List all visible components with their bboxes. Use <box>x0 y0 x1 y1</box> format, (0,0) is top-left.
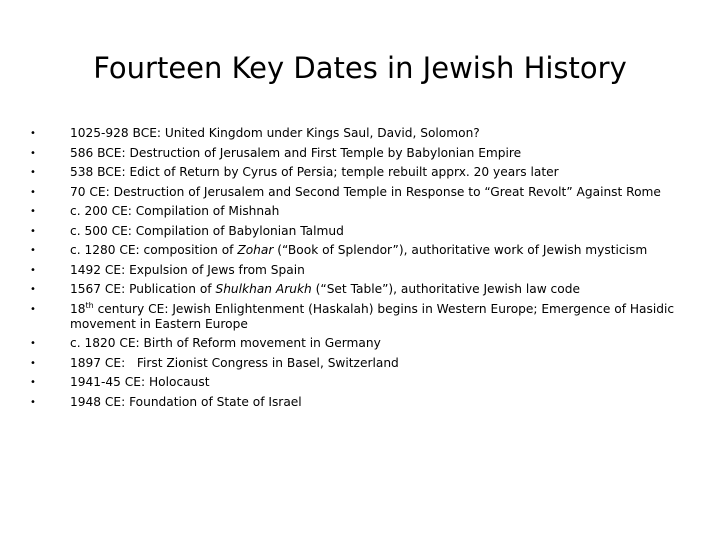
list-item <box>30 356 710 371</box>
item-text-part: century CE: Jewish Enlightenment (Haskalah) begins in Western Europe; Emergence of Hasidic movement in Eastern Europe <box>70 301 675 331</box>
bullet-icon: • <box>30 303 36 315</box>
bullet-icon: • <box>30 128 36 139</box>
item-text: 586 BCE: Destruction of Jerusalem and First Temple by Babylonian Empire <box>70 145 522 160</box>
slide-title: Fourteen Key Dates in Jewish History <box>93 51 627 85</box>
list-item <box>30 224 710 239</box>
ordinal-suffix: th <box>85 300 94 310</box>
bullet-icon: • <box>30 206 36 217</box>
item-text: c. 200 CE: Compilation of Mishnah <box>70 204 280 218</box>
item-text-part: 18 <box>70 301 86 316</box>
item-text-part: (“Set Table”), authoritative Jewish law code <box>311 282 580 296</box>
list-item <box>30 243 710 258</box>
item-text: 1492 CE: Expulsion of Jews from Spain <box>70 262 305 277</box>
bullet-icon: • <box>30 147 36 159</box>
list-item <box>30 302 710 333</box>
item-text <box>70 243 647 257</box>
list-item <box>30 263 710 278</box>
bullet-icon: • <box>30 284 36 295</box>
list-item <box>30 282 710 297</box>
item-text: 1025-928 BCE: United Kingdom under Kings Saul, David, Solomon? <box>70 126 480 140</box>
item-text-part: 1567 CE: Publication of <box>70 282 216 296</box>
bullet-icon: • <box>30 338 36 350</box>
list-item <box>30 165 710 180</box>
list-item <box>30 336 710 351</box>
item-text <box>70 282 580 296</box>
list-item <box>30 126 710 141</box>
list-item <box>30 375 710 390</box>
bullet-icon: • <box>30 167 36 178</box>
work-title: Shulkhan Arukh <box>215 282 312 296</box>
item-text: 70 CE: Destruction of Jerusalem and Second Temple in Response to “Great Revolt” Against Rome <box>70 184 661 199</box>
item-text: 1948 CE: Foundation of State of Israel <box>70 394 302 409</box>
bullet-icon: • <box>30 225 36 237</box>
list-item <box>30 204 710 219</box>
list-item <box>30 146 710 161</box>
item-text: c. 500 CE: Compilation of Babylonian Talmud <box>70 223 344 238</box>
bullet-icon: • <box>30 357 36 369</box>
work-title: Zohar <box>237 243 274 257</box>
list-item <box>30 395 710 410</box>
item-text: 1897 CE: First Zionist Congress in Basel, Switzerland <box>70 355 399 370</box>
bullet-icon: • <box>30 186 36 198</box>
bullet-icon: • <box>30 396 36 408</box>
bullet-icon: • <box>30 264 36 276</box>
item-text: 538 BCE: Edict of Return by Cyrus of Persia; temple rebuilt apprx. 20 years later <box>70 165 559 179</box>
list-item <box>30 185 710 200</box>
item-text-part: c. 1280 CE: composition of <box>70 243 238 257</box>
bullet-icon: • <box>30 245 36 256</box>
item-text: c. 1820 CE: Birth of Reform movement in Germany <box>70 336 381 351</box>
item-text: 1941-45 CE: Holocaust <box>70 375 210 390</box>
item-text-part: (“Book of Splendor”), authoritative work of Jewish mysticism <box>273 243 648 257</box>
bullet-icon: • <box>30 377 36 389</box>
bullet-list <box>30 126 710 414</box>
item-text <box>70 302 674 331</box>
